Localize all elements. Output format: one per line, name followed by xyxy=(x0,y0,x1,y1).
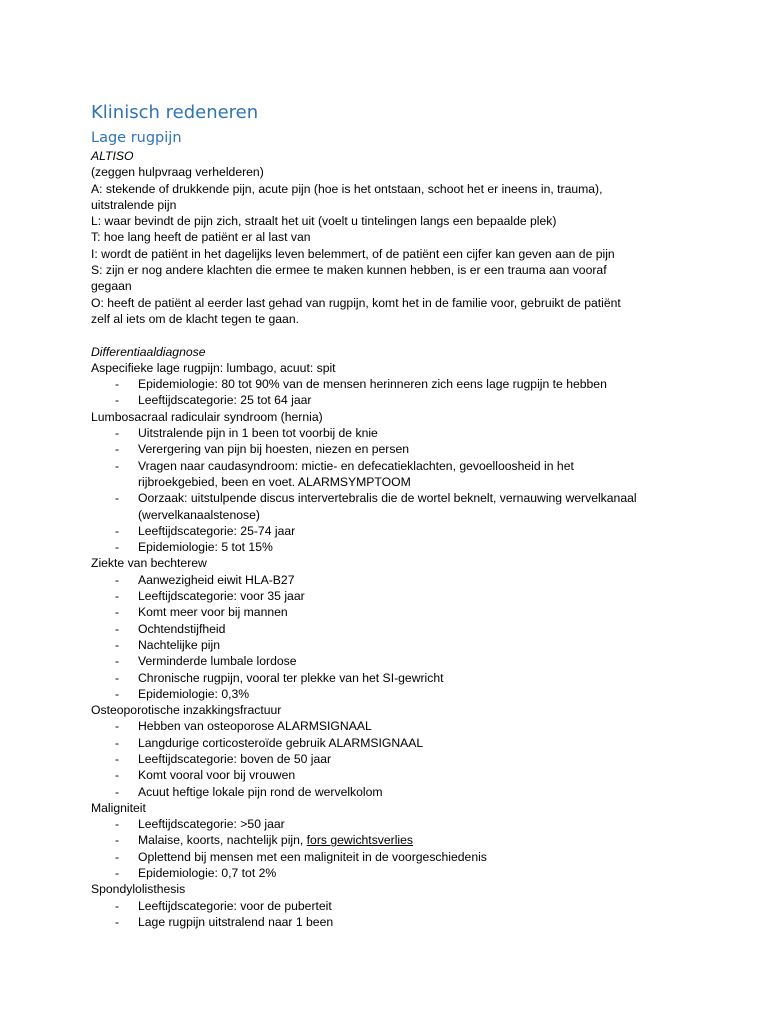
condition-list-osteoporotisch xyxy=(91,718,691,799)
dash-marker: - xyxy=(115,751,120,766)
list-item: - Epidemiologie: 5 tot 15% xyxy=(115,540,273,555)
list-item: - Verergering van pijn bij hoesten, niezen en persen xyxy=(115,442,410,457)
list-item: - Leeftijdscategorie: voor 35 jaar xyxy=(115,589,305,604)
altiso-s-line1: S: zijn er nog andere klachten die ermee te maken kunnen hebben, is er een trauma aan vooraf xyxy=(91,263,607,278)
dash-marker: - xyxy=(115,914,120,929)
section-heading: Lage rugpijn xyxy=(91,130,182,146)
condition-title-lumbosacraal: Lumbosacraal radiculair syndroom (hernia) xyxy=(91,409,323,424)
dash-marker: - xyxy=(115,654,120,669)
list-item: - Epidemiologie: 80 tot 90% van de mensen herinneren zich eens lage rugpijn te hebben xyxy=(115,377,607,392)
dash-marker: - xyxy=(115,426,120,441)
malaise-text: Malaise, koorts, nachtelijk pijn, xyxy=(138,833,307,848)
list-item: - Oorzaak: uitstulpende discus intervertebralis die de wortel beknelt, vernauwing wervelkanaal (wervelkanaalstenose) xyxy=(115,491,637,522)
dash-marker: - xyxy=(115,393,120,408)
condition-title-spondylolisthesis: Spondylolisthesis xyxy=(91,882,186,897)
altiso-t: T: hoe lang heeft de patiënt er al last van xyxy=(91,230,311,245)
list-item xyxy=(91,832,691,848)
dash-marker: - xyxy=(115,523,120,538)
dash-marker: - xyxy=(115,670,120,685)
list-item: - Vragen naar caudasyndroom: mictie- en defecatieklachten, gevoelloosheid in het rijbroekgebied, been en voet. ALARMSYMPTOOM xyxy=(115,458,574,489)
list-item: - Leeftijdscategorie: boven de 50 jaar xyxy=(115,751,332,766)
dash-marker: - xyxy=(115,719,120,734)
document-content xyxy=(91,101,691,930)
dash-marker: - xyxy=(115,605,120,620)
list-item: - Lage rugpijn uitstralend naar 1 been xyxy=(115,914,334,929)
list-item: - Epidemiologie: 0,7 tot 2% xyxy=(115,866,277,881)
dash-marker: - xyxy=(115,898,120,913)
list-item: - Uitstralende pijn in 1 been tot voorbij de knie xyxy=(115,426,378,441)
dash-marker: - xyxy=(115,768,120,783)
list-item: - Leeftijdscategorie: 25 tot 64 jaar xyxy=(115,393,312,408)
list-item: - Acuut heftige lokale pijn rond de wervelkolom xyxy=(115,784,383,799)
condition-list-lumbosacraal xyxy=(91,425,691,555)
spacer xyxy=(91,327,691,343)
dash-marker: - xyxy=(115,637,120,652)
list-item: - Verminderde lumbale lordose xyxy=(115,654,297,669)
dash-marker: - xyxy=(115,817,120,832)
dash-marker: - xyxy=(115,377,120,392)
dash-marker: - xyxy=(115,784,120,799)
altiso-l: L: waar bevindt de pijn zich, straalt het uit (voelt u tintelingen langs een bepaalde plek) xyxy=(91,214,557,229)
condition-title-osteoporotisch: Osteoporotische inzakkingsfractuur xyxy=(91,703,282,718)
list-item: - Langdurige corticosteroïde gebruik ALARMSIGNAAL xyxy=(115,735,424,750)
dash-marker: - xyxy=(115,491,120,506)
dash-marker: - xyxy=(115,833,120,848)
dash-marker: - xyxy=(115,540,120,555)
altiso-o-line2: zelf al iets om de klacht tegen te gaan. xyxy=(91,311,299,326)
altiso-a-line1: A: stekende of drukkende pijn, acute pijn (hoe is het ontstaan, schoot het er ineens in, trauma), xyxy=(91,181,603,196)
condition-title-bechterew: Ziekte van bechterew xyxy=(91,556,207,571)
altiso-s-line2: gegaan xyxy=(91,279,132,294)
differential-heading: Differentiaaldiagnose xyxy=(91,344,206,359)
list-item: - Komt meer voor bij mannen xyxy=(115,605,288,620)
list-item: - Epidemiologie: 0,3% xyxy=(115,686,250,701)
list-item: - Leeftijdscategorie: 25-74 jaar xyxy=(115,523,296,538)
condition-title-aspecifiek: Aspecifieke lage rugpijn: lumbago, acuut: spit xyxy=(91,360,336,375)
condition-title-maligniteit: Maligniteit xyxy=(91,800,146,815)
dash-marker: - xyxy=(115,686,120,701)
condition-list-bechterew xyxy=(91,572,691,702)
document-title: Klinisch redeneren xyxy=(91,102,259,123)
underlined-text: fors gewichtsverlies xyxy=(306,833,414,848)
list-item: - Hebben van osteoporose ALARMSIGNAAL xyxy=(115,719,372,734)
altiso-note: (zeggen hulpvraag verhelderen) xyxy=(91,165,264,180)
altiso-heading: ALTISO xyxy=(91,149,134,163)
altiso-o-line1: O: heeft de patiënt al eerder last gehad van rugpijn, komt het in de familie voor, gebruikt de patiënt xyxy=(91,295,621,310)
dash-marker: - xyxy=(115,589,120,604)
altiso-i: I: wordt de patiënt in het dagelijks leven belemmert, of de patiënt een cijfer kan geven aan de pijn xyxy=(91,246,615,261)
list-item: - Nachtelijke pijn xyxy=(115,637,220,652)
list-item: - Komt vooral voor bij vrouwen xyxy=(115,768,296,783)
condition-list-aspecifiek xyxy=(91,376,691,409)
dash-marker: - xyxy=(115,866,120,881)
list-item: - Aanwezigheid eiwit HLA-B27 xyxy=(115,572,295,587)
list-item: - Leeftijdscategorie: >50 jaar xyxy=(115,817,285,832)
dash-marker: - xyxy=(115,572,120,587)
altiso-a-line2: uitstralende pijn xyxy=(91,197,177,212)
condition-list-spondylolisthesis xyxy=(91,898,691,931)
condition-list-maligniteit xyxy=(91,816,691,881)
dash-marker: - xyxy=(115,621,120,636)
dash-marker: - xyxy=(115,442,120,457)
list-item: - Leeftijdscategorie: voor de puberteit xyxy=(115,898,332,913)
dash-marker: - xyxy=(115,735,120,750)
list-item: - Oplettend bij mensen met een maligniteit in de voorgeschiedenis xyxy=(115,849,487,864)
list-item: - Ochtendstijfheid xyxy=(115,621,226,636)
dash-marker: - xyxy=(115,849,120,864)
dash-marker: - xyxy=(115,458,120,473)
list-item: - Chronische rugpijn, vooral ter plekke van het SI-gewricht xyxy=(115,670,444,685)
